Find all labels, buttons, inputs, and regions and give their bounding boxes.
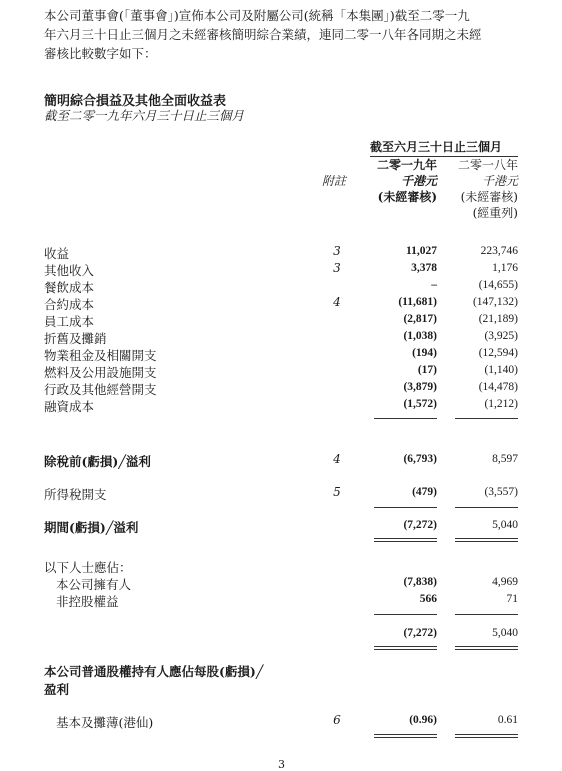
- subtotal-rule-2019: [374, 418, 437, 419]
- statement-title: 簡明綜合損益及其他全面收益表: [44, 94, 227, 109]
- row-value-2018: (21,189): [478, 313, 518, 325]
- attrib-heading: 以下人士應佔：: [44, 560, 132, 575]
- row-label: 燃料及公用設施開支: [44, 365, 157, 380]
- row-value-2019: 11,027: [406, 245, 437, 257]
- row-label: 期間(虧損)╱溢利: [44, 520, 139, 535]
- total-rule-2018: [455, 734, 518, 735]
- total-rule-2019: [374, 646, 437, 647]
- row-value-2019: 3,378: [411, 262, 437, 274]
- col-2019-year: 二零一九年: [376, 158, 437, 172]
- row-value-2019: (7,838): [403, 576, 437, 588]
- header-rule: [370, 156, 518, 157]
- intro-line: 年六月三十日止三個月之未經審核簡明綜合業績，連同二零一八年各同期之未經: [44, 27, 482, 42]
- period-header: 截至六月三十日止三個月: [370, 140, 503, 154]
- col-2018-audit: (未經審核): [460, 190, 518, 204]
- statement-subtitle: 截至二零一九年六月三十日止三個月: [44, 108, 245, 123]
- intro-line: 審核比較數字如下：: [44, 46, 157, 61]
- row-note: 4: [333, 295, 341, 309]
- row-label: 其他收入: [44, 263, 95, 278]
- row-label: 合約成本: [44, 297, 95, 312]
- intro-line: 本公司董事會(「董事會」)宣佈本公司及附屬公司(統稱「本集團」)截至二零一九: [44, 8, 470, 23]
- subtotal-rule-2018: [455, 507, 518, 508]
- row-note: 3: [333, 261, 341, 275]
- row-value-2018: 4,969: [492, 576, 518, 588]
- row-value-2019: (7,272): [403, 627, 437, 639]
- row-value-2019: (7,272): [403, 519, 437, 531]
- row-value-2018: (1,212): [484, 398, 518, 410]
- row-label: 所得稅開支: [44, 487, 107, 502]
- notes-header: 附註: [322, 174, 347, 188]
- row-value-2018: 71: [506, 593, 518, 605]
- row-label: 員工成本: [44, 314, 95, 329]
- row-label: 餐飲成本: [44, 280, 95, 295]
- row-value-2019: 566: [419, 593, 437, 605]
- row-label: 除稅前(虧損)╱溢利: [44, 454, 151, 469]
- row-value-2018: (14,478): [478, 381, 518, 393]
- total-rule-2019: [374, 541, 437, 542]
- eps-heading-cont: 盈利: [44, 682, 70, 697]
- total-rule-2019: [374, 538, 437, 539]
- subtotal-rule-2019: [374, 507, 437, 508]
- row-label: 收益: [44, 246, 70, 261]
- row-note: 6: [333, 713, 341, 727]
- row-note: 5: [333, 485, 341, 499]
- row-value-2019: (2,817): [403, 313, 437, 325]
- total-rule-2018: [455, 646, 518, 647]
- eps-heading: 本公司普通股權持有人應佔每股(虧損)╱: [44, 664, 264, 679]
- row-value-2019: (1,038): [403, 330, 437, 342]
- col-2019-audit: (未經審核): [377, 190, 437, 204]
- row-value-2019: (3,879): [403, 381, 437, 393]
- row-note: 4: [333, 452, 341, 466]
- row-value-2018: (1,140): [484, 364, 518, 376]
- row-value-2018: 0.61: [497, 714, 518, 726]
- row-value-2018: (12,594): [478, 347, 518, 359]
- total-rule-2018: [455, 538, 518, 539]
- col-2019-unit: 千港元: [400, 174, 437, 188]
- row-value-2019: (17): [417, 364, 437, 376]
- col-2018-year: 二零一八年: [457, 158, 518, 172]
- row-value-2018: (14,655): [478, 279, 518, 291]
- page-number: 3: [278, 758, 285, 771]
- row-label: 基本及攤薄(港仙): [56, 715, 154, 730]
- row-value-2018: 5,040: [492, 519, 518, 531]
- total-rule-2019: [374, 737, 437, 738]
- row-value-2018: 8,597: [492, 453, 518, 465]
- row-label: 折舊及攤銷: [44, 331, 107, 346]
- row-label: 物業租金及相關開支: [44, 348, 157, 363]
- total-rule-2018: [455, 541, 518, 542]
- subtotal-rule-2018: [455, 418, 518, 419]
- row-value-2018: (3,557): [484, 486, 518, 498]
- row-value-2019: (194): [412, 347, 437, 359]
- row-value-2018: 1,176: [492, 262, 518, 274]
- col-2018-restated: (經重列): [472, 206, 518, 220]
- row-label: 本公司擁有人: [56, 577, 132, 592]
- row-value-2019: –: [431, 279, 437, 291]
- row-label: 非控股權益: [56, 594, 119, 609]
- total-rule-2019: [374, 734, 437, 735]
- col-2018-unit: 千港元: [481, 174, 518, 188]
- row-value-2018: 5,040: [492, 627, 518, 639]
- row-value-2019: (0.96): [409, 714, 437, 726]
- row-label: 融資成本: [44, 399, 95, 414]
- row-value-2018: (3,925): [484, 330, 518, 342]
- row-value-2018: 223,746: [480, 245, 518, 257]
- subtotal-rule-2018: [455, 614, 518, 615]
- row-note: 3: [333, 244, 341, 258]
- row-value-2019: (6,793): [403, 453, 437, 465]
- row-value-2019: (11,681): [398, 296, 437, 308]
- row-value-2018: (147,132): [472, 296, 518, 308]
- intro-paragraph: [44, 6, 482, 63]
- total-rule-2019: [374, 649, 437, 650]
- row-label: 行政及其他經營開支: [44, 382, 157, 397]
- subtotal-rule-2019: [374, 614, 437, 615]
- total-rule-2018: [455, 649, 518, 650]
- row-value-2019: (1,572): [403, 398, 437, 410]
- total-rule-2018: [455, 737, 518, 738]
- row-value-2019: (479): [412, 486, 437, 498]
